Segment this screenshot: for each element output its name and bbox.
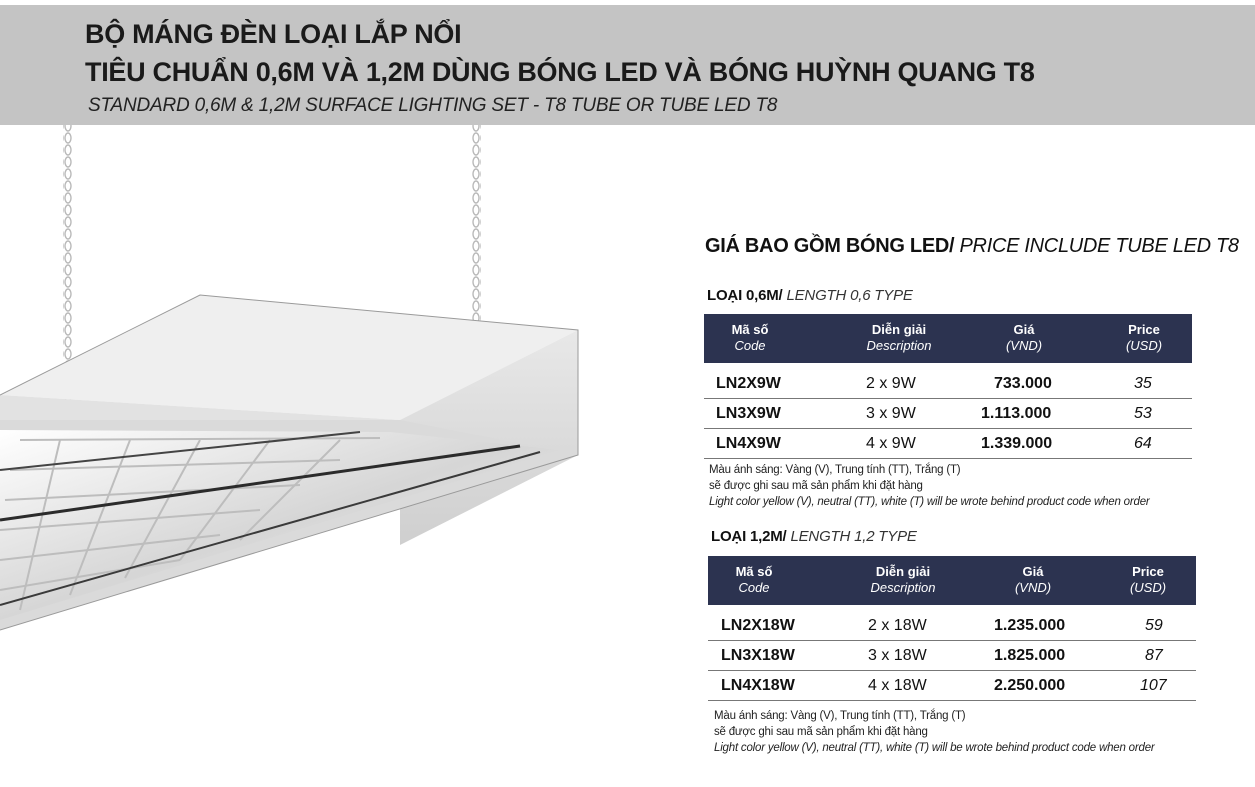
col-price-usd: Price (USD) [1129, 564, 1167, 595]
type-title-06 [707, 287, 913, 304]
light-color-note-06: Màu ánh sáng: Vàng (V), Trung tính (TT), Trắng (T) sẽ được ghi sau mã sản phẩm khi đặt hàng Light color yellow (V), neutral (TT), white (T) will be wrote behind product code when order [709, 464, 1150, 508]
page-subtitle: STANDARD 0,6M & 1,2M SURFACE LIGHTING SET - T8 TUBE OR TUBE LED T8 [88, 95, 778, 116]
cell-price-vnd: 733.000 [994, 375, 1052, 392]
col-price-vnd: Giá (VND) [1014, 564, 1052, 595]
table-row [704, 399, 1192, 429]
cell-price-vnd: 1.235.000 [994, 617, 1066, 634]
col-price-vnd: Giá (VND) [1005, 322, 1043, 353]
surface-light-fixture-image [0, 125, 600, 635]
type-title-12-vn: LOẠI 1,2M/ [711, 528, 787, 545]
section-heading-vn: GIÁ BAO GỒM BÓNG LED/ [705, 235, 955, 257]
table-row [708, 671, 1196, 701]
section-heading [705, 235, 1239, 258]
section-heading-en: PRICE INCLUDE TUBE LED T8 [954, 235, 1239, 257]
table-row [708, 641, 1196, 671]
col-code: Mã số Code [731, 322, 769, 353]
cell-price-vnd: 2.250.000 [994, 677, 1066, 694]
table-header [704, 314, 1192, 363]
price-table-12 [708, 556, 1196, 701]
cell-price-usd: 53 [1134, 405, 1152, 422]
type-title-12-en: LENGTH 1,2 TYPE [786, 528, 917, 545]
cell-description: 2 x 18W [868, 617, 927, 634]
cell-code: LN4X9W [716, 435, 781, 452]
page-title-line2: TIÊU CHUẨN 0,6M VÀ 1,2M DÙNG BÓNG LED VÀ BÓNG HUỲNH QUANG T8 [85, 57, 1035, 87]
cell-description: 4 x 9W [866, 435, 916, 452]
cell-price-usd: 35 [1134, 375, 1152, 392]
cell-description: 2 x 9W [866, 375, 916, 392]
cell-description: 3 x 18W [868, 647, 927, 664]
cell-code: LN3X18W [721, 647, 795, 664]
type-title-12 [711, 528, 917, 545]
price-table-06 [704, 314, 1192, 459]
col-code: Mã số Code [735, 564, 773, 595]
table-row [704, 429, 1192, 459]
table-header [708, 556, 1196, 605]
type-title-06-vn: LOẠI 0,6M/ [707, 287, 783, 304]
table-row [708, 611, 1196, 641]
type-title-06-en: LENGTH 0,6 TYPE [782, 287, 913, 304]
cell-price-vnd: 1.339.000 [981, 435, 1053, 452]
cell-code: LN3X9W [716, 405, 781, 422]
cell-price-vnd: 1.825.000 [994, 647, 1066, 664]
page-title-line1: BỘ MÁNG ĐÈN LOẠI LẮP NỔI [85, 19, 462, 49]
col-price-usd: Price (USD) [1125, 322, 1163, 353]
cell-code: LN4X18W [721, 677, 795, 694]
cell-description: 4 x 18W [868, 677, 927, 694]
cell-description: 3 x 9W [866, 405, 916, 422]
col-description: Diễn giải Description [866, 322, 932, 353]
cell-price-usd: 107 [1140, 677, 1167, 694]
light-color-note-12: Màu ánh sáng: Vàng (V), Trung tính (TT), Trắng (T) sẽ được ghi sau mã sản phẩm khi đặt hàng Light color yellow (V), neutral (TT), white (T) will be wrote behind product code when order [714, 710, 1155, 754]
cell-price-usd: 64 [1134, 435, 1152, 452]
header-banner [0, 5, 1255, 125]
cell-price-usd: 87 [1145, 647, 1163, 664]
cell-code: LN2X9W [716, 375, 781, 392]
cell-price-vnd: 1.113.000 [981, 405, 1052, 422]
cell-code: LN2X18W [721, 617, 795, 634]
table-row [704, 369, 1192, 399]
cell-price-usd: 59 [1145, 617, 1163, 634]
col-description: Diễn giải Description [870, 564, 936, 595]
